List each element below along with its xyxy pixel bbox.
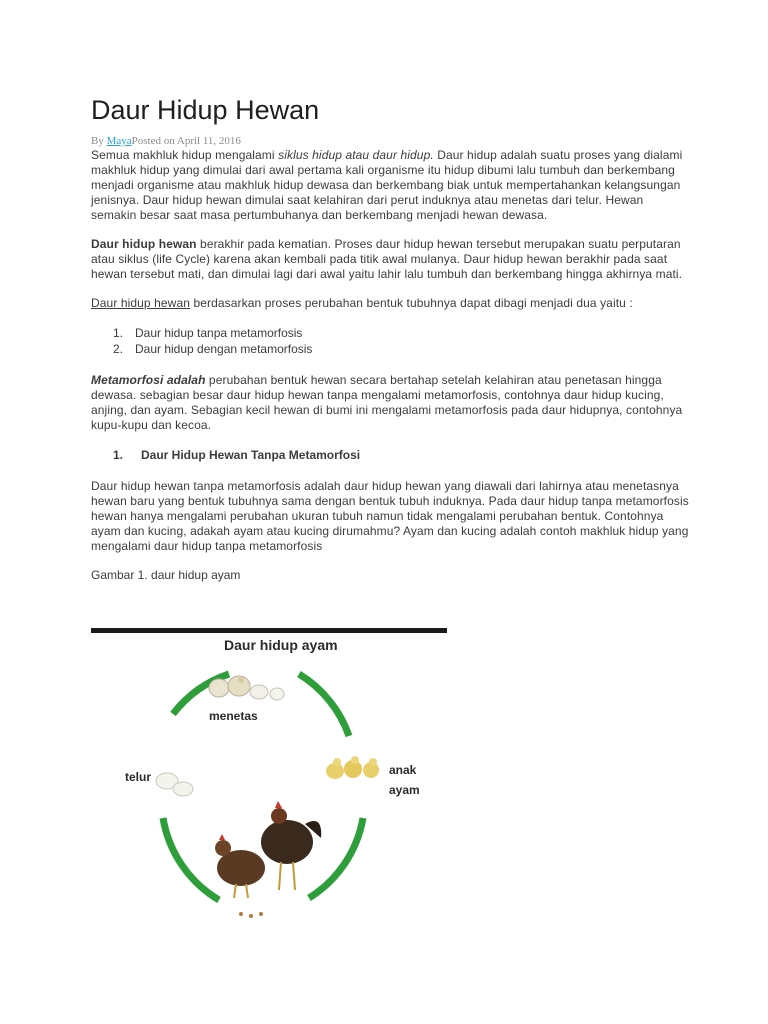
text-run: Daur hidup adalah suatu proses yang dialami makhluk hidup yang dimulai dari awal pertama kali organisme itu hidup dibumi lalu tumbuh dan berkembang menjadi organisme atau makhluk hidup dewasa dan berkembang biak untuk mempertahankan kelangsungan jenisnya. Daur hidup hewan dimulai saat kelahiran dari perut induknya atau menetas dari telur. Hewan semakin besar saat masa pertumbuhanya dan berkembang menjadi hewan dewasa.: [91, 148, 683, 222]
paragraph-end-of-life: [91, 237, 691, 282]
chicks-illustration: [326, 756, 379, 779]
section-heading: [91, 447, 691, 463]
article: [91, 93, 691, 583]
chicken-life-cycle-figure: [91, 628, 447, 928]
cycle-arc: [163, 818, 219, 900]
paragraph-intro: [91, 148, 691, 223]
figure-title: Daur hidup ayam: [224, 637, 338, 653]
label-ayam: ayam: [389, 783, 420, 797]
text-run: perubahan bentuk hewan secara bertahap setelah kelahiran atau penetasan hingga dewasa. sebagian besar daur hidup hewan tanpa mengalami metamorfosis, contohnya daur hidup kucing, anjing, dan ayam. Sebagian kecil hewan di bumi ini mengalami metamorfosis pada daur hidupnya, contohnya kupu-kupu dan kecoa.: [91, 373, 683, 432]
list-item: [113, 325, 691, 341]
life-cycle-diagram: [91, 628, 447, 928]
heading-text: Daur Hidup Hewan Tanpa Metamorfosi: [141, 448, 361, 462]
list-number: 2.: [113, 342, 124, 356]
italic-term: siklus hidup atau daur hidup.: [278, 148, 434, 162]
post-date: Posted on April 11, 2016: [131, 135, 241, 147]
paragraph-types: [91, 296, 691, 311]
text-run: berakhir pada kematian. Proses daur hidup hewan tersebut merupakan suatu perputaran atau siklus (life Cycle) karena akan kembali pada titik awal mulanya. Daur hidup hewan berakhir pada saat hewan tersebut mati, dan dimulai lagi dari awal yaitu lahir lalu tumbuh dan berkembang hingga akhirnya mati.: [91, 237, 683, 281]
underlined-term: Daur hidup hewan: [91, 296, 191, 310]
text-run: berdasarkan proses perubahan bentuk tubuhnya dapat dibagi menjadi dua yaitu :: [190, 296, 633, 310]
byline-by: By: [91, 135, 107, 147]
egg-illustration: [156, 773, 193, 796]
heading-number: 1.: [113, 448, 124, 462]
bold-italic-term: Metamorfosi adalah: [91, 373, 206, 387]
cycle-arc: [299, 674, 349, 736]
list-item: [113, 341, 691, 357]
list-text: Daur hidup tanpa metamorfosis: [135, 326, 303, 340]
types-list: [91, 325, 691, 357]
paragraph-no-metamorphosis: Daur hidup hewan tanpa metamorfosis adalah daur hidup hewan yang diawali dari lahirnya atau menetasnya hewan baru yang bentuk tubuhnya sama dengan bentuk tubuh induknya. Pada daur hidup tanpa metamorfosis hewan hanya mengalami perubahan ukuran tubuh namun tidak mengalami perubahan bentuk. Contohnya ayam dan kucing, adakah ayam atau kucing dirumahmu? Ayam dan kucing adalah contoh makhluk hidup yang mengalami daur hidup tanpa metamorfosis: [91, 479, 689, 553]
adult-chickens-illustration: [215, 801, 321, 918]
figure-top-bar: [91, 628, 447, 633]
author-link[interactable]: Maya: [106, 135, 132, 147]
label-telur: telur: [125, 770, 152, 784]
byline: [91, 135, 691, 148]
label-menetas: menetas: [209, 709, 258, 723]
label-anak: anak: [389, 763, 417, 777]
text-run: Semua makhluk hidup mengalami: [91, 148, 279, 162]
page-title: Daur Hidup Hewan: [91, 95, 320, 125]
hatching-chicks-illustration: [209, 676, 284, 700]
list-text: Daur hidup dengan metamorfosis: [135, 342, 313, 356]
paragraph-metamorphosis: [91, 373, 691, 433]
bold-term: Daur hidup hewan: [91, 237, 197, 251]
list-number: 1.: [113, 326, 124, 340]
figure-caption: Gambar 1. daur hidup ayam: [91, 568, 241, 582]
